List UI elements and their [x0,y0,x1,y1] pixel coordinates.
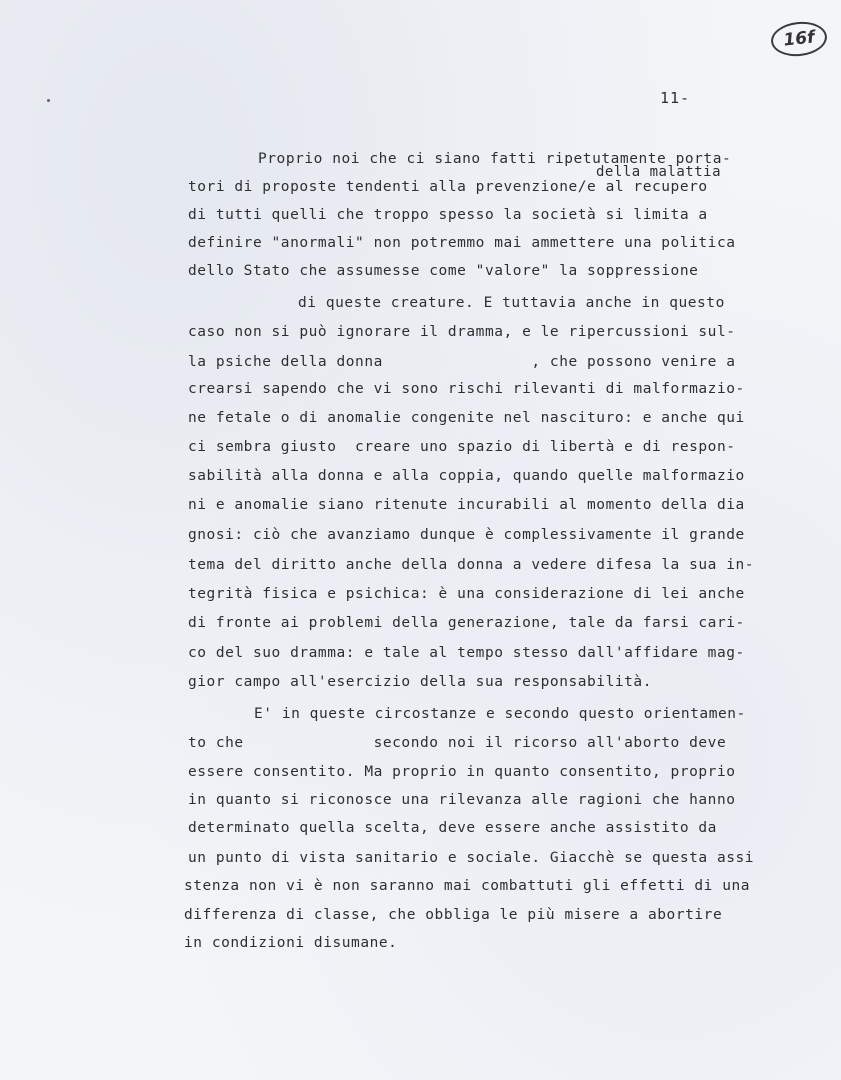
text-line: tegrità fisica e psichica: è una considerazione di lei anche [188,586,745,602]
page-number: 11- [660,89,691,107]
text-line: to che secondo noi il ricorso all'aborto deve [188,735,727,751]
text-line: caso non si può ignorare il dramma, e le ripercussioni sul- [188,324,736,340]
text-line: determinato quella scelta, deve essere anche assistito da [188,820,717,836]
text-line: gnosi: ciò che avanziamo dunque è complessivamente il grande [188,527,745,543]
interlinear-insertion: della malattia [596,164,722,180]
text-line: definire "anormali" non potremmo mai ammettere una politica [188,235,736,251]
text-line: E' in queste circostanze e secondo questo orientamen- [254,706,746,722]
text-line: ne fetale o di anomalie congenite nel nascituro: e anche qui [188,410,745,426]
text-line: gior campo all'esercizio della sua responsabilità. [188,674,652,690]
archive-stamp: 16f [769,19,828,59]
text-line: in quanto si riconosce una rilevanza alle ragioni che hanno [188,792,736,808]
text-line: differenza di classe, che obbliga le più misere a abortire [184,907,723,923]
text-line: sabilità alla donna e alla coppia, quando quelle malformazio [188,468,745,484]
text-line: di queste creature. E tuttavia anche in questo [298,295,725,311]
text-line: crearsi sapendo che vi sono rischi rilevanti di malformazio- [188,381,745,397]
text-line: ni e anomalie siano ritenute incurabili al momento della dia [188,497,745,513]
text-line: in condizioni disumane. [184,935,398,951]
text-line: tema del diritto anche della donna a vedere difesa la sua in- [188,557,755,573]
text-line: essere consentito. Ma proprio in quanto consentito, proprio [188,764,736,780]
text-line: co del suo dramma: e tale al tempo stesso dall'affidare mag- [188,645,745,661]
text-line: dello Stato che assumesse come "valore" la soppressione [188,263,699,279]
text-line: tori di proposte tendenti alla prevenzione/e al recupero [188,179,708,195]
text-line: un punto di vista sanitario e sociale. Giacchè se questa assi [188,850,755,866]
text-line: ci sembra giusto creare uno spazio di libertà e di respon- [188,439,736,455]
text-line: la psiche della donna , che possono venire a [188,354,736,370]
text-line: di tutti quelli che troppo spesso la società si limita a [188,207,708,223]
text-line: stenza non vi è non saranno mai combattuti gli effetti di una [184,878,751,894]
paper-speck [47,99,50,102]
text-line: Proprio noi che ci siano fatti ripetutamente porta- [258,151,732,167]
text-line: di fronte ai problemi della generazione, tale da farsi cari- [188,615,745,631]
